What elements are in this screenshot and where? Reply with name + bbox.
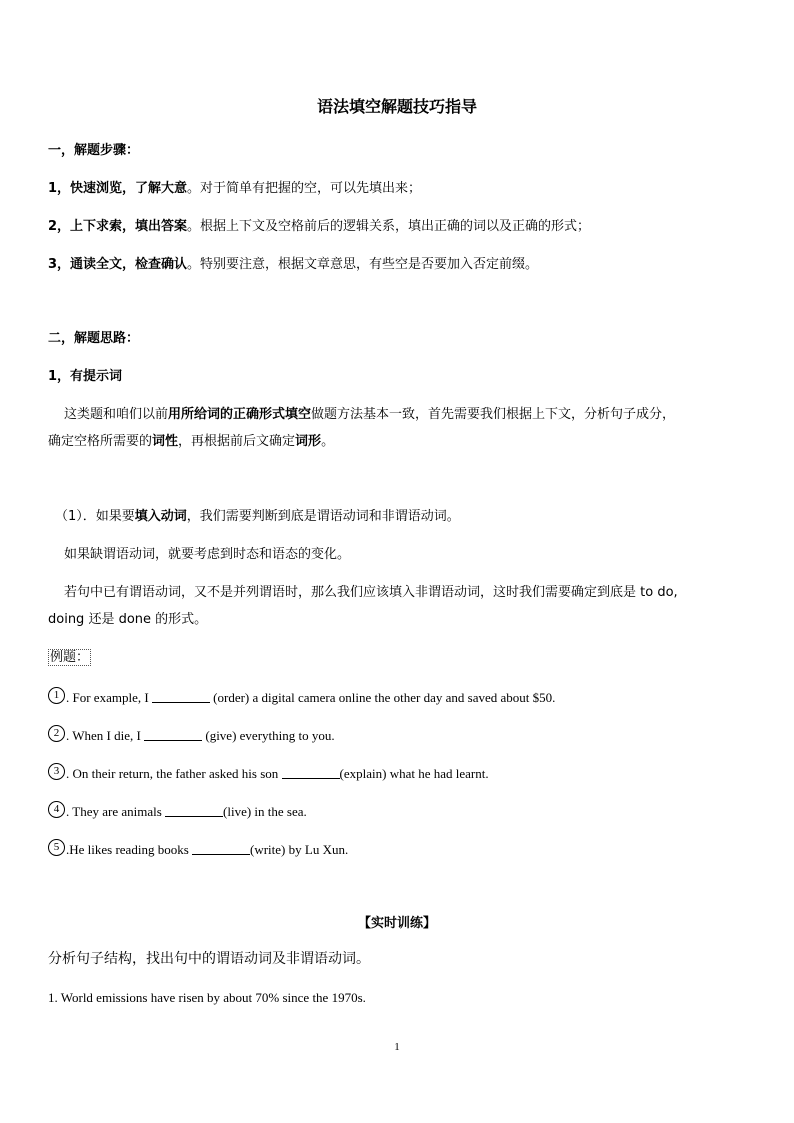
item1-c: ，我们需要判断到底是谓语动词和非谓语动词。: [186, 509, 460, 524]
para1-text-b: 用所给词的正确形式填空: [168, 407, 312, 422]
circled-number: 3: [48, 763, 65, 780]
document-title: 语法填空解题技巧指导: [316, 97, 477, 116]
example-text-after: (explain) what he had learnt.: [339, 766, 489, 781]
answer-blank[interactable]: [282, 766, 340, 779]
item1-b: 填入动词: [134, 509, 187, 524]
section1-heading: 一，解题步骤：: [48, 143, 140, 158]
item1-line4: doing 还是 done 的形式。: [48, 612, 208, 627]
circled-number: 5: [48, 839, 65, 856]
answer-blank[interactable]: [152, 690, 210, 703]
step-3: [48, 256, 538, 274]
example-text-before: . For example, I: [66, 690, 152, 705]
para1-l2-a: 确定空格所需要的: [48, 434, 153, 449]
step-2-bold: 2，上下求索，填出答案: [48, 219, 188, 234]
answer-blank[interactable]: [192, 842, 250, 855]
example-text-after: (live) in the sea.: [223, 804, 307, 819]
example-4: [48, 801, 307, 821]
example-1: [48, 687, 555, 707]
item1-a: （1）．如果要: [55, 509, 135, 524]
para1-text-a: 这类题和咱们以前: [64, 407, 169, 422]
example-label: [48, 649, 91, 667]
answer-blank[interactable]: [165, 804, 223, 817]
circled-number: 4: [48, 801, 65, 818]
example-text-before: . They are animals: [66, 804, 166, 819]
example-label-text: 例题：: [50, 650, 90, 665]
example-text-after: (give) everything to you.: [202, 728, 335, 743]
practice-instruction: 分析句子结构，找出句中的谓语动词及非谓语动词。: [48, 951, 370, 967]
example-text-before: .He likes reading books: [66, 842, 193, 857]
step-1-bold: 1，快速浏览，了解大意: [48, 181, 188, 196]
section2-sub1: 1，有提示词: [48, 369, 123, 384]
example-3: [48, 763, 489, 783]
step-2-text: 。根据上下文及空格前后的逻辑关系，填出正确的词以及正确的形式；: [187, 219, 591, 234]
answer-blank[interactable]: [144, 728, 202, 741]
example-2: [48, 725, 335, 745]
para1-l2-e: 。: [321, 434, 335, 449]
practice-heading: 【实时训练】: [357, 916, 436, 931]
circled-number: 2: [48, 725, 65, 742]
para1-l2-b: 词性: [152, 434, 179, 449]
page-number: 1: [394, 1041, 400, 1053]
circled-number: 1: [48, 687, 65, 704]
para1-text-c: 做题方法基本一致，首先需要我们根据上下文，分析句子成分，: [311, 407, 676, 422]
practice-question-1: 1. World emissions have risen by about 70% since the 1970s.: [48, 990, 366, 1005]
step-1: [48, 180, 421, 198]
para1-l2-d: 词形: [295, 434, 322, 449]
section2-heading: 二，解题思路：: [48, 331, 140, 346]
example-5: [48, 839, 348, 859]
example-text-after: (write) by Lu Xun.: [250, 842, 349, 857]
item1-line1: [55, 508, 460, 526]
para1-line2: [48, 433, 334, 451]
step-1-text: 。对于简单有把握的空，可以先填出来；: [187, 181, 422, 196]
step-2: [48, 218, 590, 236]
step-3-bold: 3，通读全文，检查确认: [48, 257, 188, 272]
example-text-before: . When I die, I: [66, 728, 145, 743]
item1-line3: 若句中已有谓语动词，又不是并列谓语时，那么我们应该填入非谓语动词，这时我们需要确定到底是 to do,: [64, 585, 678, 600]
item1-line2: 如果缺谓语动词，就要考虑到时态和语态的变化。: [64, 547, 351, 562]
example-text-after: (order) a digital camera online the other day and saved about $50.: [209, 690, 556, 705]
para1-l2-c: ，再根据前后文确定: [178, 434, 296, 449]
step-3-text: 。特别要注意，根据文章意思，有些空是否要加入否定前缀。: [187, 257, 539, 272]
example-text-before: . On their return, the father asked his son: [66, 766, 282, 781]
para1-line1: [64, 406, 675, 424]
